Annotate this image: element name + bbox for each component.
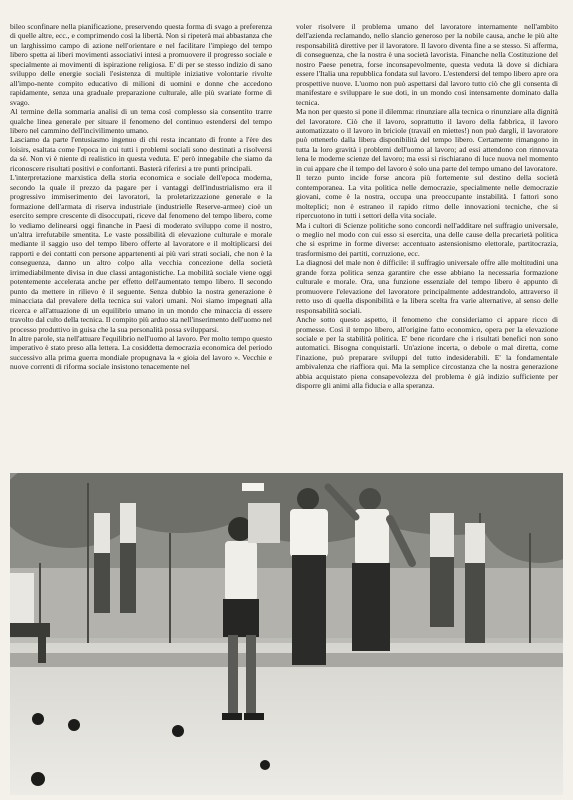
- article-paragraph: Al termine della sommaria analisi di un tema così complesso sia consentito trarre qualche linea generale per situare il fenomeno del continuo estendersi del tempo libero nel cammino dell'incivilimento umano.: [10, 107, 272, 135]
- article-left-column: [10, 22, 272, 460]
- article-paragraph: Lasciamo da parte l'entusiasmo ingenuo di chi resta incantato di fronte a l'ère des loisirs, esaltata come l'epoca in cui tutti i problemi sociali sono destinati a risolversi da sé. Non vi è niente di realistico in questa veduta. E' però innegabile che siamo da riconoscere risultati positivi e confortanti. Basterà riferirsi a tre punti principali.: [10, 135, 272, 173]
- article-paragraph: Ma non per questo si pone il dilemma: rinunziare alla tecnica o rinunziare alla dignità del lavoratore. Ciò che il lavoro, soprattutto il lavoro della fabbrica, il lavoro automatizzato o il lavoro in briciole (travail en miettes!) non può dargli, il lavoratore può ottenerlo dalla libera disponibilità del tempo libero. Certamente rimangono in tutta la loro gravità i problemi dell'uomo al lavoro; ad essi attendono con rinnovata lena le moderne scienze del lavoro; ma essi si rischiarano di luce nuova nel momento in cui appare che il tempo del lavoro è solo una parte del tempo umano del lavoratore.: [296, 107, 558, 173]
- article-paragraph: L'interpretazione marxistica della storia economica e sociale dell'epoca moderna, secondo la quale il prezzo da pagare per i vantaggi dell'industrialismo era il progressivo immiserimento dei lavoratori, la proletarizzazione generale e la formazione dell'armata di riserva industriale (industrielle Reserve-armee) cioè un esercito sempre crescente di disoccupati, riceve dal fenomeno del tempo libero, come lo vediamo delinearsi oggi finanche in Paesi di moderato sviluppo come il nostro, un'altra irrefutabile smentita. Le vaste possibilità di elevazione culturale e morale mediante il saggio uso del tempo libero offerte al lavoratore e il moltiplicarsi dei rapporti e dei contatti con persone appartenenti ai più vari strati sociali, che non è la conseguenza, danno un altro colpo alla vecchia concezione della società irrimediabilmente divisa in due classi antagonistiche. La mobilità sociale viene oggi potentemente accelerata anche per effetto dell'aumentato tempo libero. Il secondo punto da mettere in rilievo è il seguente. Senza dubbio la nostra generazione è minacciata dal prevalere della tecnica sui valori umani. Noi siamo impegnati alla ricerca e all'attuazione di un equilibrio umano in un mondo che minaccia di essere travolto dal culto della tecnica. Il compito più arduo sta nell'inserimento dell'uomo nel processo produttivo in guisa che la sua personalità possa svilupparsi.: [10, 173, 272, 334]
- article-right-column: [296, 22, 558, 460]
- bocce-players-photo: [10, 473, 563, 795]
- article-paragraph: voler risolvere il problema umano del lavoratore internamente nell'ambito dell'azienda reclamando, nello slancio generoso per la nobile causa, anche le più alte responsabilità direttive per il lavoratore. Il lavoro diventa fine a se stesso. Si afferma, di conseguenza, che la nostra è una società lavorista. Finanche nella Costituzione del nostro Paese penetra, forse inconsapevolmente, questa veduta là dove si dichiara essere l'Italia una repubblica fondata sul lavoro. L'estendersi del tempo libero apre ora prospettive nuove. L'uomo non può aspettarsi dal lavoro tutto ciò che gli consenta di manifestare e sviluppare le sue doti, in un mondo così intensamente dominato dalla tecnica.: [296, 22, 558, 107]
- article-paragraph: bileo sconfinare nella pianificazione, preservendo questa forma di svago a preferenza di quelle altre, ecc., e comprimendo così la libertà. Non si ripeterà mai abbastanza che un larghissimo campo di azione nell'orientare e nel facilitare l'impiego del tempo libero spetta ai liberi movimenti associativi intesi a promuovere il progresso sociale e specialmente ai movimenti di ispirazione religiosa. E' di per se stesso indizio di sano sviluppo delle energie sociali l'esistenza di multiple iniziative volontarie rivolte all'impo-nente compito educativo di milioni di uomini e donne che accedono rapidamente, senza una graduale preparazione culturale, alle più svariate forme di svago.: [10, 22, 272, 107]
- photo-illustration: [10, 473, 563, 795]
- article-paragraph: Anche sotto questo aspetto, il fenomeno che consideriamo ci appare ricco di promesse. Così il tempo libero, all'origine fatto economico, opera per la elevazione sociale e per la stabilità politica. E' bene ricordare che i risultati benefici non sono automatici. Bisogna conquistarli. Un'azione incerta, o debole o mal diretta, come l'inazione, può preparare sviluppi del tutto indesiderabili. E' la fondamentale ambivalenza che riaffiora qui. Ma la semplice circostanza che la nostra generazione abbia acquistato piena consapevolezza del problema è già indizio sufficiente per disporre gli animi alla fiducia e alla speranza.: [296, 315, 558, 391]
- article-paragraph: Ma i cultori di Scienze politiche sono concordi nell'additare nel suffragio universale, o meglio nel modo con cui esso si esercita, una delle cause della precarietà politica che si esprime in forme diverse: accentuato astensionismo elettorale, partitocrazia, trasformismo dei partiti, corruzione, ecc.: [296, 220, 558, 258]
- article-paragraph: Il terzo punto incide forse ancora più fortemente sul destino della società contemporanea. La vita politica nelle democrazie, specialmente nelle democrazie giovani, come è la nostra, occupa una preoccupante instabilità. I fattori sono molteplici; non è estraneo il rapido ritmo delle innovazioni tecniche, che si ripercuotono in tutti i settori della vita sociale.: [296, 173, 558, 221]
- article-paragraph: In altre parole, sta nell'attuare l'equilibrio nell'uomo al lavoro. Per molto tempo questo imperativo è stato preso alla lettera. La cosiddetta democrazia economica del periodo successivo alla prima guerra mondiale propugnava la « gioia del lavoro ». Vecchie e nuove correnti di riforma sociale insistono tenacemente nel: [10, 333, 272, 372]
- article-paragraph: La diagnosi del male non è difficile: il suffragio universale offre alle moltitudini una grande forza politica senza garantire che esse abbiano la necessaria formazione culturale e morale. Ora, una funzione essenziale del tempo libero è appunto di promuovere l'elevazione del lavoratore principalmente addestrandolo, attraverso il retto uso di quella disponibilità e la libera scelta fra varie alternative, al senso delle responsabilità sociali.: [296, 258, 558, 315]
- player-white-shirt: [290, 488, 328, 665]
